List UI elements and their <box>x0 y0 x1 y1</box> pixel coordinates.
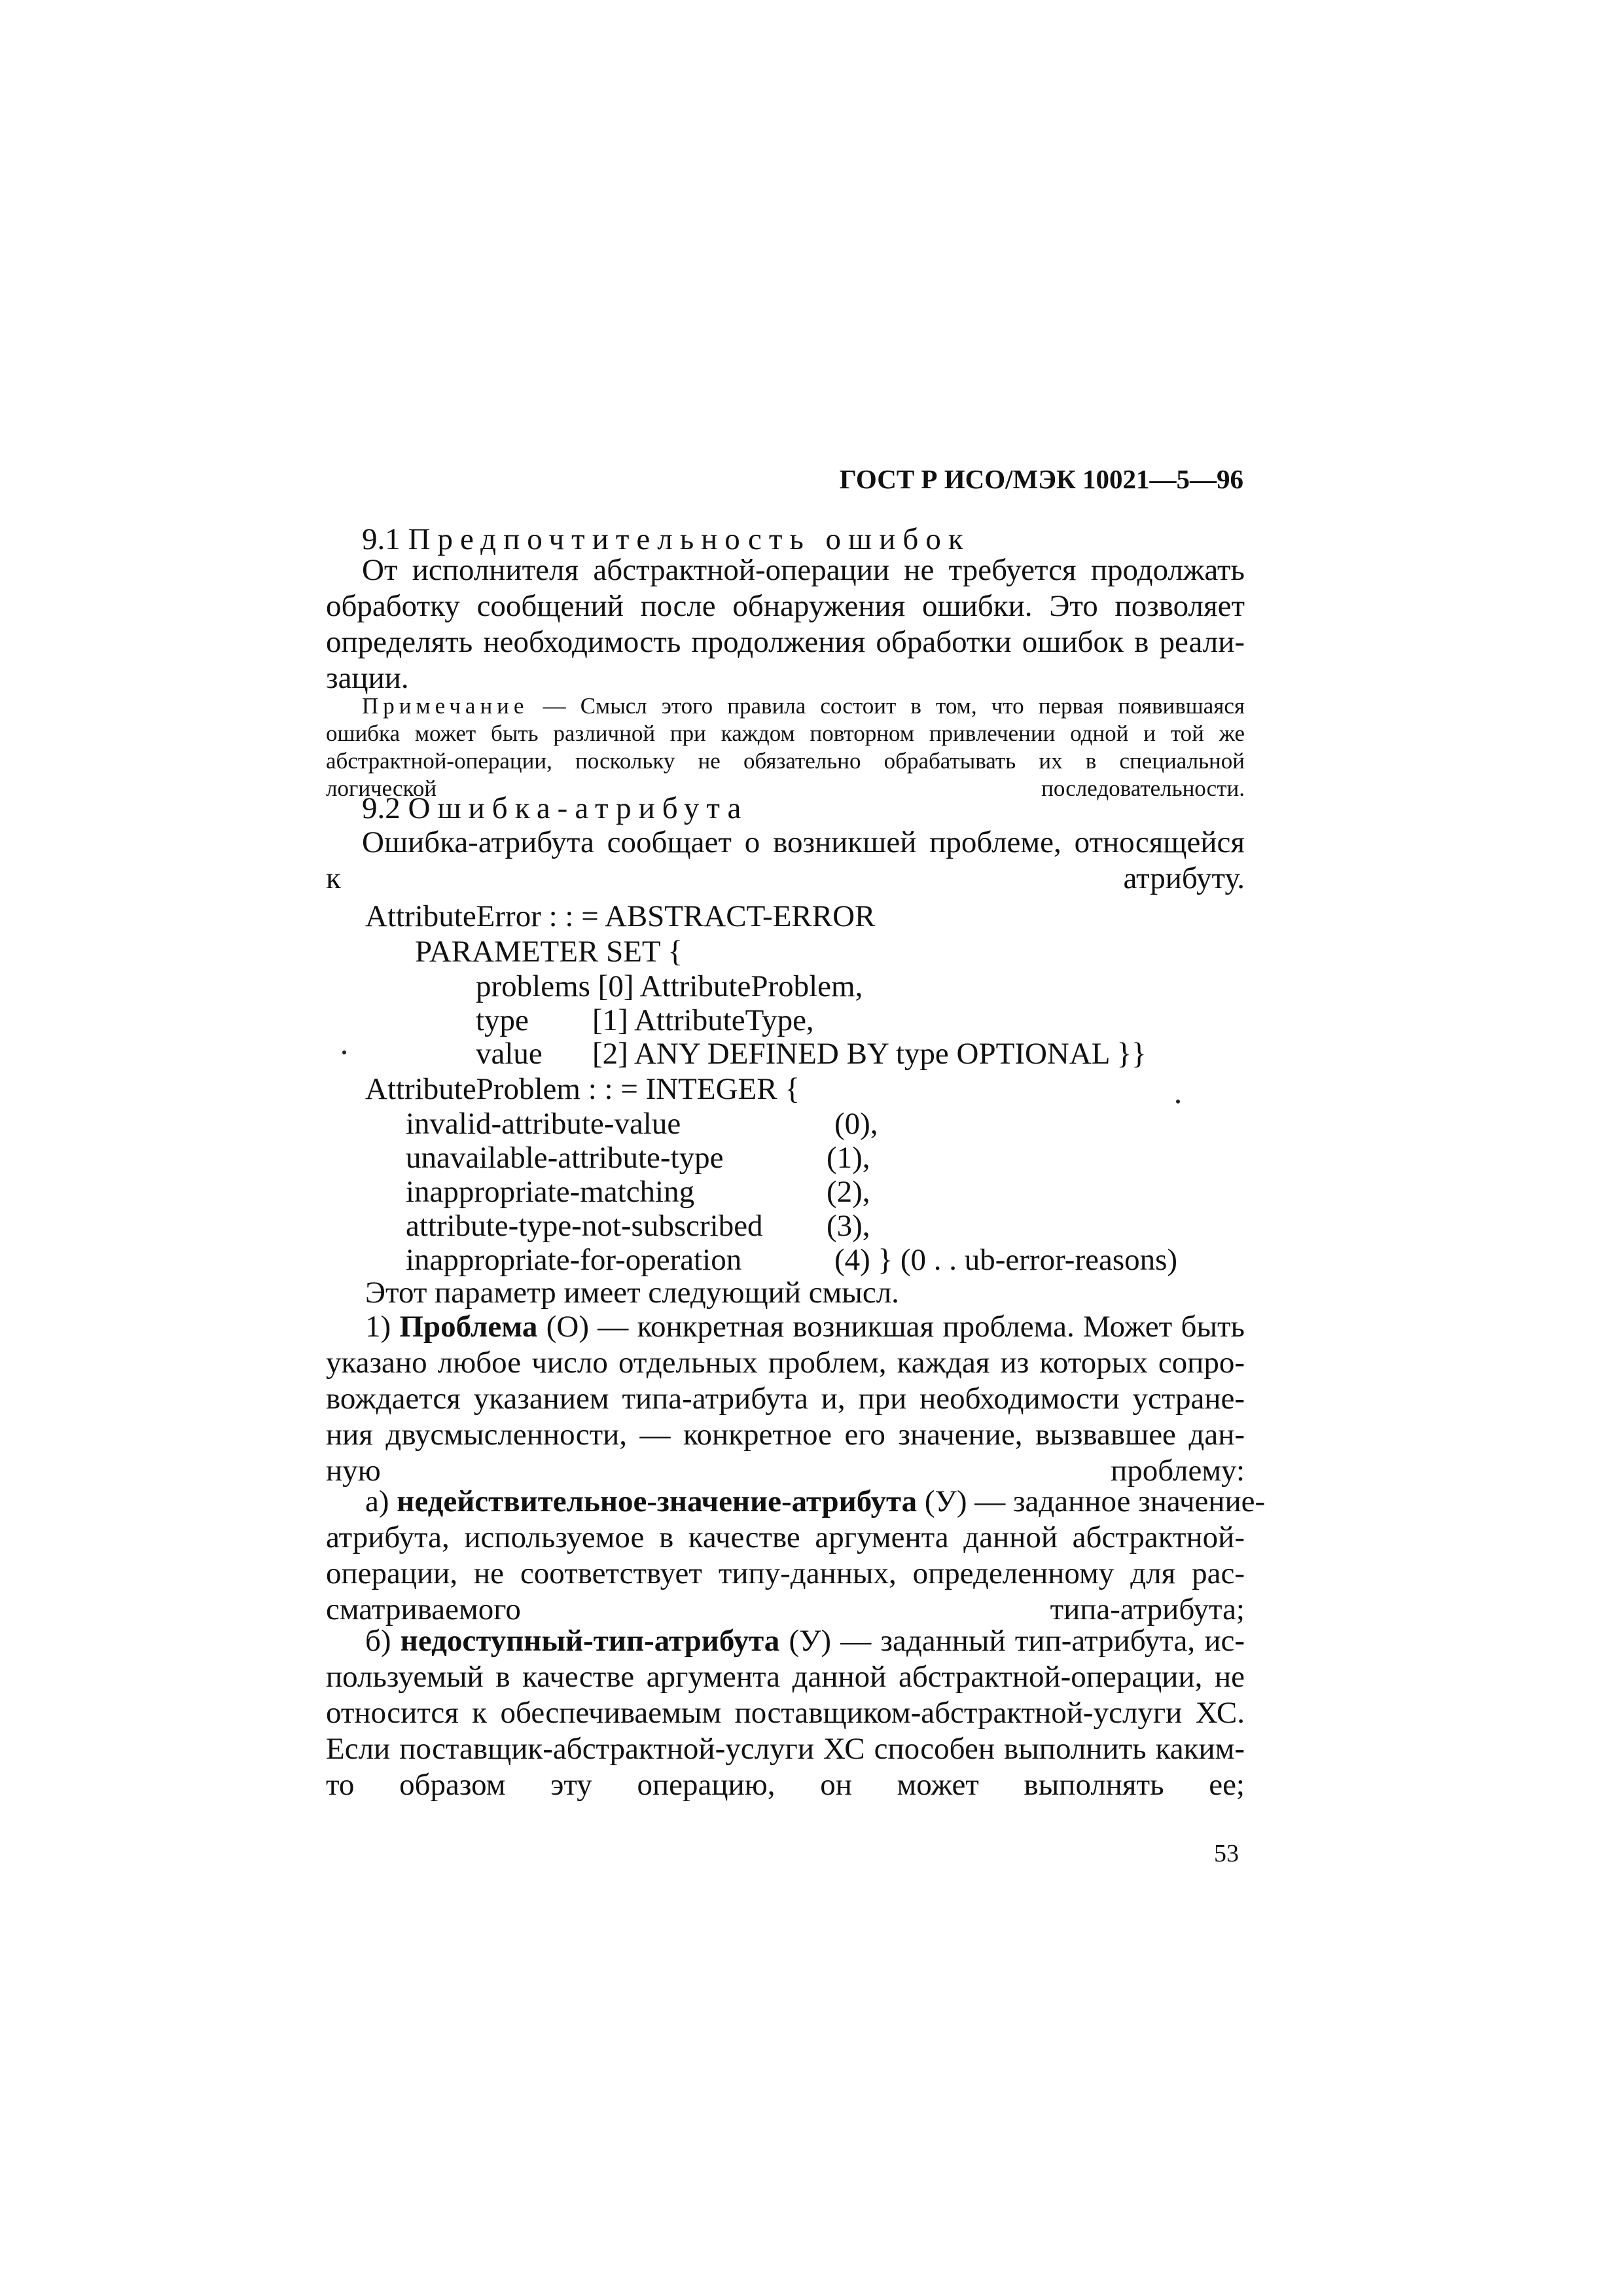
text-line: пользуемый в качестве аргумента данной абстрактной-операции, не <box>326 1660 1245 1694</box>
section-title: Ошибка-атрибута <box>408 791 749 825</box>
text-line: вождается указанием типа-атрибута и, при необходимости устране- <box>326 1382 1245 1416</box>
note-line: ошибка может быть различной при каждом повторном привлечении одной и той же <box>326 721 1245 746</box>
meaning-line: Этот параметр имеет следующий смысл. <box>365 1276 899 1310</box>
document-header: ГОСТ Р ИСО/МЭК 10021—5—96 <box>839 464 1243 494</box>
item-1-paragraph <box>326 1309 1245 1489</box>
text-line: Если поставщик-абстрактной-услуги ХС способен выполнить каким- <box>326 1732 1245 1766</box>
code-line-type-label: type <box>476 1003 529 1037</box>
item-term: недоступный-тип-атрибута <box>400 1624 780 1658</box>
item-term: недействительное-значение-атрибута <box>397 1484 918 1518</box>
section-9-2-paragraph <box>326 825 1245 897</box>
item-text: (У) — заданный тип-атрибута, ис- <box>779 1624 1245 1658</box>
text-line: операции, не соответствует типу-данных, определенному для рас- <box>326 1556 1245 1590</box>
note-label: Примечание <box>362 693 529 719</box>
text-line: атрибута, используемое в качестве аргумента данной абстрактной- <box>326 1520 1245 1554</box>
code-line-value-label: value <box>476 1037 543 1071</box>
note-line: логической последовательности. <box>326 776 1245 801</box>
item-prefix: а) <box>365 1484 397 1518</box>
item-text: (О) — конкретная возникшая проблема. Может быть <box>537 1310 1245 1344</box>
enum-name: inappropriate-for-operation <box>406 1243 742 1277</box>
text-line: От исполнителя абстрактной-операции не требуется продолжать <box>362 553 1245 587</box>
item-text: (У) — заданное значение- <box>917 1484 1266 1518</box>
text-line: обработку сообщений после обнаружения ошибки. Это позволяет <box>326 589 1245 623</box>
item-prefix: б) <box>365 1624 401 1658</box>
scan-speck <box>1176 1100 1180 1103</box>
enum-name: unavailable-attribute-type <box>406 1141 724 1175</box>
scan-speck <box>342 1050 346 1054</box>
enum-value: (3), <box>827 1209 870 1243</box>
text-line: ния двусмысленности, — конкретное его значение, вызвавшее дан- <box>326 1418 1245 1452</box>
item-a-paragraph <box>326 1484 1266 1628</box>
page-number: 53 <box>1214 1840 1239 1867</box>
note-block <box>326 692 1245 802</box>
code-line-attribute-error: AttributeError : : = ABSTRACT-ERROR <box>365 899 876 933</box>
text-line: указано любое число отдельных проблем, каждая из которых сопро- <box>326 1346 1245 1380</box>
text-line: ную проблему: <box>326 1454 1245 1488</box>
note-line <box>326 692 1245 720</box>
item-b-paragraph <box>326 1623 1245 1803</box>
note-line: абстрактной-операции, поскольку не обязательно обрабатывать их в специальной <box>326 748 1245 774</box>
section-title: Предпочтительность ошибок <box>408 522 971 556</box>
text-line: то образом эту операцию, он может выполнять ее; <box>326 1768 1245 1802</box>
code-line-type-value: [1] AttributeType, <box>592 1003 814 1037</box>
enum-value: (1), <box>827 1141 870 1175</box>
text-line: сматриваемого типа-атрибута; <box>326 1592 1245 1626</box>
text-line: относится к обеспечиваемым поставщиком-абстрактной-услуги ХС. <box>326 1696 1245 1730</box>
section-number: 9.1 <box>362 522 401 556</box>
text-line: определять необходимость продолжения обработки ошибок в реали- <box>326 625 1245 659</box>
section-9-1-paragraph <box>326 552 1245 696</box>
enum-name: inappropriate-matching <box>406 1175 695 1209</box>
code-line-attribute-problem: AttributeProblem : : = INTEGER { <box>365 1072 800 1106</box>
enum-value: (4) } (0 . . ub-error-reasons) <box>834 1243 1178 1277</box>
enum-value: (2), <box>827 1175 870 1209</box>
item-prefix: 1) <box>365 1310 400 1344</box>
enum-name: invalid-attribute-value <box>406 1107 681 1141</box>
text-line <box>326 1309 1245 1345</box>
enum-value: (0), <box>834 1107 878 1141</box>
text-line <box>326 1484 1266 1520</box>
enum-name: attribute-type-not-subscribed <box>406 1209 763 1243</box>
code-line-value-def: [2] ANY DEFINED BY type OPTIONAL }} <box>592 1037 1147 1071</box>
note-text: — Смысл этого правила состоит в том, что первая появившаяся <box>528 693 1245 719</box>
section-number: 9.2 <box>362 791 401 825</box>
text-line: Ошибка-атрибута сообщает о возникшей проблеме, относящейся <box>362 825 1245 859</box>
text-line <box>326 1623 1245 1659</box>
code-line-problems: problems [0] AttributeProblem, <box>476 969 863 1003</box>
section-9-2-heading <box>362 791 748 826</box>
text-line: к атрибуту. <box>326 861 1245 895</box>
section-9-1-heading <box>362 522 971 557</box>
item-term: Проблема <box>399 1310 538 1344</box>
text-line: зации. <box>326 661 409 695</box>
code-line-parameter-set: PARAMETER SET { <box>415 935 683 969</box>
